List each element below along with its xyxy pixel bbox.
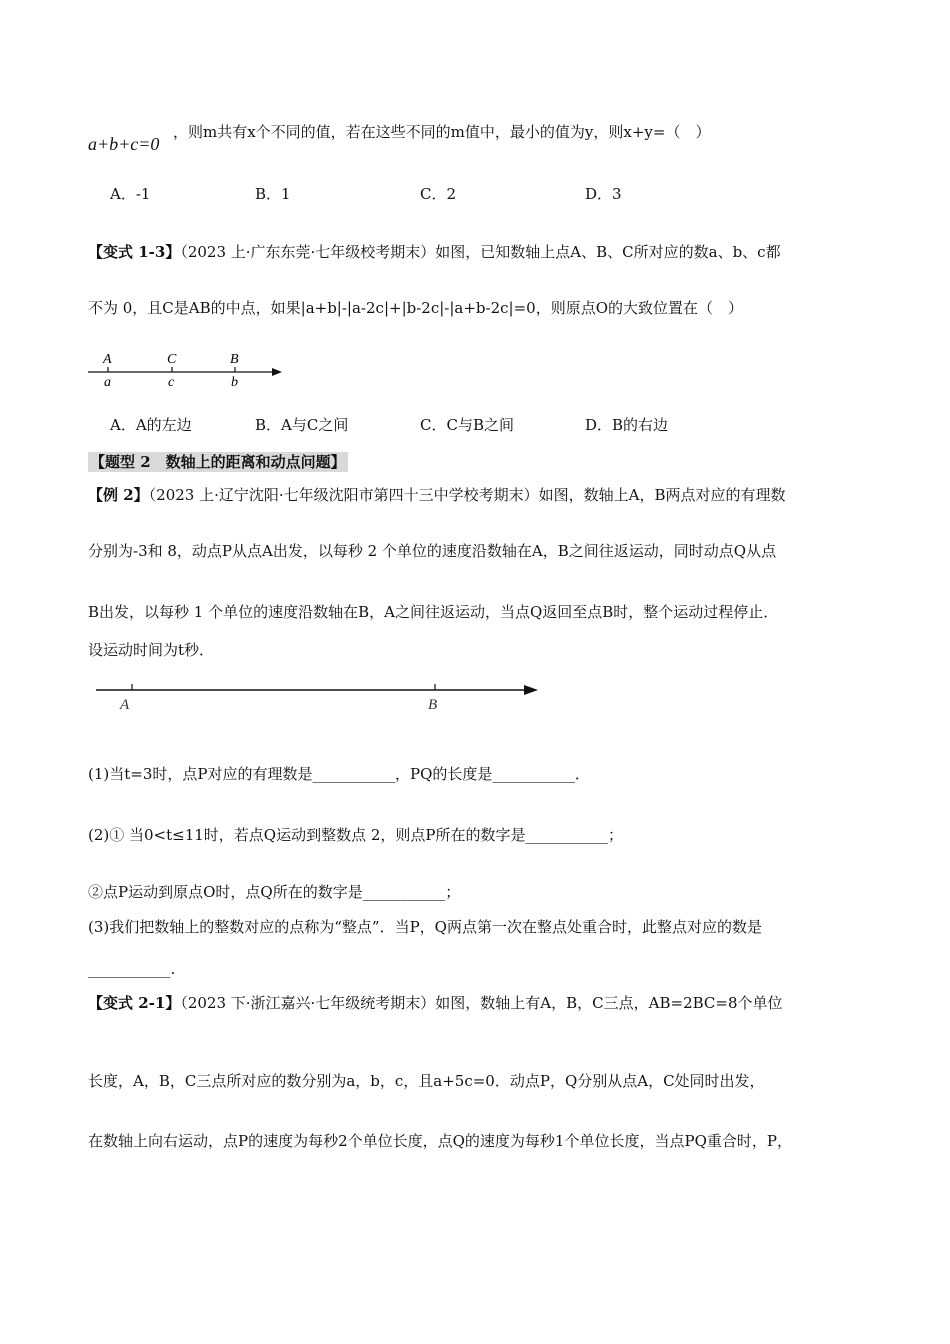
- example-2-q1: (1)当t=3时，点P对应的有理数是___________，PQ的长度是___________．: [88, 765, 590, 783]
- example-2-line3: [88, 602, 778, 622]
- q1-tail-line: [88, 122, 868, 162]
- axis-value-a: a: [104, 375, 111, 390]
- q1-options: [110, 184, 810, 214]
- variant-2-1-text3: 在数轴上向右运动，点P的速度为每秒2个单位长度，点Q的速度为每秒1个单位长度，当点PQ重合时，P，: [88, 1132, 792, 1150]
- variant-1-3-text2: 不为 0，且C是AB的中点，如果|a+b|-|a-2c|+|b-2c|-|a+b-2c|=0，则原点O的大致位置在（ ）: [88, 299, 744, 317]
- q1-option-b: B．1: [255, 185, 291, 203]
- variant-2-1-text1: （2023 下·浙江嘉兴·七年级统考期末）如图，数轴上有A，B，C三点，AB=2BC=8个单位: [180, 994, 783, 1012]
- example-2-line4: [88, 640, 214, 660]
- axis-value-c: c: [168, 375, 175, 390]
- example-2-text4: 设运动时间为t秒．: [88, 641, 215, 659]
- axis2-point-a: A: [120, 697, 130, 713]
- axis2-point-b: B: [428, 697, 438, 713]
- axis-value-b: b: [231, 375, 238, 390]
- section-title: 【题型 2 数轴上的距离和动点问题】: [90, 453, 346, 471]
- variant-1-3-option-a: A．A的左边: [110, 416, 192, 434]
- example-2-text2: 分别为-3和 8，动点P从点A出发，以每秒 2 个单位的速度沿数轴在A，B之间往返运动，同时动点Q从点: [88, 542, 777, 560]
- variant-1-3-line2: [88, 298, 743, 318]
- q1-option-d: D．3: [585, 185, 622, 203]
- variant-1-3-text1: （2023 上·广东东莞·七年级校考期末）如图，已知数轴上点A、B、C所对应的数a、b、c都: [180, 243, 781, 261]
- axis-point-b: B: [230, 352, 239, 367]
- variant-1-3-options: [110, 415, 810, 439]
- q1-option-a: A．-1: [110, 185, 151, 203]
- number-line-figure-1: [86, 348, 286, 390]
- example-2-text3: B出发，以每秒 1 个单位的速度沿数轴在B，A之间往返运动，当点Q返回至点B时，整个运动过程停止．: [88, 603, 779, 621]
- variant-2-1-line1: [88, 993, 783, 1013]
- q1-text: ，则m共有x个不同的值，若在这些不同的m值中，最小的值为y，则x+y=（ ）: [173, 123, 711, 141]
- example-2-text1: （2023 上·辽宁沈阳·七年级沈阳市第四十三中学校考期末）如图，数轴上A，B两点对应的有理数: [148, 486, 786, 504]
- q1-option-c: C．2: [420, 185, 457, 203]
- variant-2-1-label: 【变式 2-1】: [88, 994, 181, 1012]
- example-2-q3-blank: ___________.: [88, 960, 176, 978]
- variant-2-1-line3: [88, 1131, 792, 1151]
- axis-point-a: A: [103, 352, 112, 367]
- example-2-line1: [88, 485, 786, 505]
- q1-math-expr: a+b+c=0: [88, 134, 160, 154]
- variant-2-1-line2: [88, 1071, 765, 1091]
- example-2-q2b: ②点P运动到原点O时，点Q所在的数字是___________；: [88, 883, 461, 901]
- variant-1-3-line1: [88, 242, 781, 262]
- variant-2-1-text2: 长度，A，B，C三点所对应的数分别为a，b，c，且a+5c=0．动点P，Q分别从点A，C处同时出发，: [88, 1072, 765, 1090]
- example-2-label: 【例 2】: [88, 486, 149, 504]
- axis-point-c: C: [167, 352, 177, 367]
- variant-1-3-label: 【变式 1-3】: [88, 243, 181, 261]
- variant-1-3-option-c: C．C与B之间: [420, 416, 514, 434]
- example-2-line2: [88, 541, 776, 561]
- variant-1-3-option-b: B．A与C之间: [255, 416, 349, 434]
- example-2-q3: (3)我们把数轴上的整数对应的点称为“整点”．当P，Q两点第一次在整点处重合时，此整点对应的数是: [88, 918, 762, 936]
- example-2-q2a: (2)① 当0<t≤11时，若点Q运动到整数点 2，则点P所在的数字是___________；: [88, 826, 624, 844]
- variant-1-3-option-d: D．B的右边: [585, 416, 669, 434]
- number-line-figure-2: [94, 676, 544, 716]
